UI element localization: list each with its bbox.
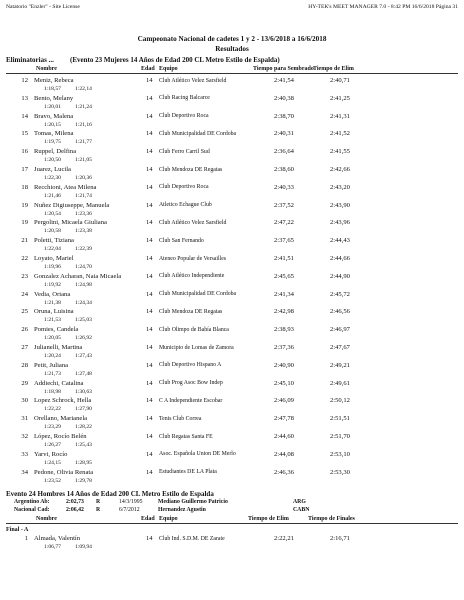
- split-2: 1:29,78: [75, 477, 92, 484]
- split-1: 1:23,52: [44, 477, 61, 484]
- team: Atletico Echague Club: [159, 202, 212, 209]
- team: Club Ferro Carril Sud: [159, 148, 210, 155]
- place: 14: [21, 112, 28, 120]
- age: 14: [146, 361, 153, 369]
- split-1: 1:21,38: [44, 299, 61, 306]
- team: Club Deportivo Roca: [159, 113, 209, 120]
- place: 33: [21, 450, 28, 458]
- record-label: Nacional Cad:: [14, 507, 50, 513]
- team: Club San Fernando: [159, 237, 204, 244]
- table-row: [0, 470, 464, 488]
- table-row: [0, 416, 464, 434]
- age: 14: [146, 326, 153, 334]
- final-a-label: Final - A: [6, 527, 29, 533]
- col-age: Edad: [141, 66, 155, 72]
- split-1: 1:20,05: [44, 335, 61, 342]
- event-23-title: (Evento 23 Mujeres 14 Años de Edad 200 CL Metro Estilo de Espalda): [70, 56, 280, 64]
- place: 32: [21, 433, 28, 440]
- table-row: [0, 452, 464, 470]
- split-1: 1:23,29: [44, 424, 61, 431]
- team: Club Deportivo Hispano A: [159, 362, 222, 369]
- split-2: 1:28,22: [75, 424, 92, 431]
- seed-time: 2:47,78: [274, 415, 294, 423]
- table-row: [0, 309, 464, 327]
- record-code: CABN: [293, 507, 310, 513]
- results-subtitle: Resultados: [215, 45, 249, 53]
- meet-manager-header: HY-TEK's MEET MANAGER 7.0 - 8:42 PM 16/6/2018 Página 31: [308, 4, 458, 10]
- swimmer-name: Lopez Schrock, Hella: [34, 397, 92, 405]
- result-time: 2:46,97: [330, 326, 350, 334]
- section-label: Eliminatorias ...: [6, 56, 54, 64]
- result-time: 2:44,43: [330, 237, 350, 245]
- place: 17: [21, 166, 28, 173]
- team: Club Mendoza DE Regatas: [159, 308, 223, 315]
- result-time: 2:53,30: [330, 468, 350, 476]
- seed-time: 2:44,60: [274, 433, 294, 440]
- seed-time: 2:38,70: [274, 112, 294, 120]
- table-row: [0, 434, 464, 452]
- place: 12: [21, 77, 28, 84]
- swimmer-name: Ruppel, Delfina: [34, 148, 77, 156]
- table-row: [0, 96, 464, 114]
- header-rule: [6, 73, 458, 74]
- seed-time: 2:44,08: [274, 450, 294, 458]
- age: 14: [146, 450, 153, 458]
- table-row: [0, 167, 464, 185]
- result-time: 2:42,66: [330, 166, 350, 173]
- age: 14: [146, 183, 153, 191]
- team: Estudiantes DE LA Plata: [159, 469, 217, 476]
- team: Club Municipalidad DE Cordoba: [159, 291, 237, 298]
- place: 18: [21, 183, 28, 191]
- record-date: 14/3/1995: [119, 499, 143, 505]
- place: 13: [21, 94, 28, 102]
- split-1: 1:24,15: [44, 459, 61, 466]
- team: Ateneo Popular de Versailles: [159, 255, 227, 262]
- result-time: 2:43,90: [330, 201, 350, 209]
- team: Club Regatas Santa FE: [159, 433, 213, 440]
- seed-time: 2:40,90: [274, 361, 294, 369]
- age: 14: [146, 166, 153, 173]
- record-time: 2:02,73: [66, 499, 84, 505]
- seed-time: 2:46,36: [274, 468, 294, 476]
- split-1: 1:26,27: [44, 442, 61, 448]
- seed-time: 2:38,93: [274, 326, 294, 334]
- split-1: 1:18,57: [44, 86, 61, 92]
- age: 14: [146, 148, 153, 156]
- place: 23: [21, 272, 28, 280]
- swimmer-name: Julianelli, Martina: [34, 344, 83, 351]
- place: 19: [21, 219, 28, 227]
- table-row: [0, 274, 464, 292]
- split-1: 1:20,24: [44, 353, 61, 359]
- split-1: 1:20,50: [44, 157, 61, 164]
- age: 14: [146, 397, 153, 405]
- swimmer-name: Recchioni, Atea Milena: [34, 183, 97, 191]
- swimmer-name: Pedone, Olivia Renata: [34, 468, 94, 476]
- split-1: 1:21,53: [44, 317, 61, 324]
- result-time: 2:49,61: [330, 379, 350, 387]
- swimmer-name: Addiechi, Catalina: [34, 379, 84, 387]
- split-1: 1:18,98: [44, 388, 61, 395]
- age: 14: [146, 77, 153, 84]
- age: 14: [146, 308, 153, 316]
- col-age: Edad: [141, 516, 155, 522]
- swimmer-name: Orellano, Marianela: [34, 415, 88, 423]
- place: 25: [21, 308, 28, 316]
- swimmer-name: Vedia, Oriana: [34, 290, 71, 298]
- result-time: 2:46,56: [330, 308, 350, 316]
- age: 14: [146, 468, 153, 476]
- split-2: 1:21,16: [75, 121, 92, 128]
- split-2: 1:24,98: [75, 281, 92, 288]
- seed-time: 2:37,36: [274, 344, 294, 351]
- swimmer-name: Bento, Melany: [34, 94, 74, 102]
- col-name: Nombre: [36, 66, 57, 72]
- result-time: 2:53,10: [330, 450, 350, 458]
- place: 19: [21, 201, 28, 209]
- split-1: 1:20,01: [44, 103, 61, 110]
- split-1: 1:22,22: [44, 406, 61, 413]
- split-2: 1:22,14: [75, 86, 92, 92]
- split-1: 1:21,73: [44, 370, 61, 377]
- seed-time: 2:41,54: [274, 77, 294, 84]
- age: 14: [146, 535, 153, 542]
- seed-time: 2:37,52: [274, 201, 294, 209]
- swimmer-name: Petit, Juliana: [34, 361, 69, 369]
- split-1: 1:22,04: [44, 246, 61, 253]
- team: Club Racing Balcarce: [159, 95, 210, 102]
- seed-time: 2:40,38: [274, 94, 294, 102]
- swimmer-name: Meniz, Rebeca: [34, 77, 74, 84]
- col-final-time: Tiempo de Finales: [308, 516, 355, 522]
- result-time: 2:44,66: [330, 255, 350, 262]
- split-2: 1:09,94: [75, 544, 92, 550]
- age: 14: [146, 255, 153, 262]
- table-row: [0, 327, 464, 345]
- swimmer-name: Yarvi, Rocío: [34, 450, 68, 458]
- team: Municipio de Lomas de Zamora: [159, 344, 234, 351]
- place: 26: [21, 326, 28, 334]
- split-2: 1:20,36: [75, 175, 92, 181]
- seed-time: 2:40,31: [274, 130, 294, 138]
- swimmer-name: Gonzalez Acharan, Naia Micaela: [34, 272, 122, 280]
- place: 30: [21, 397, 28, 405]
- table-row: [0, 78, 464, 96]
- split-1: 1:20,54: [44, 210, 61, 217]
- seed-time: 2:45,65: [274, 272, 294, 280]
- split-2: 1:26,92: [75, 335, 92, 342]
- age: 14: [146, 433, 153, 440]
- swimmer-name: Bravo, Malena: [34, 112, 74, 120]
- age: 14: [146, 290, 153, 298]
- split-2: 1:21,74: [75, 192, 92, 199]
- split-2: 1:23,36: [75, 210, 92, 217]
- place: 27: [21, 344, 28, 351]
- table-row: [0, 256, 464, 274]
- age: 14: [146, 94, 153, 102]
- table-row: [0, 149, 464, 167]
- age: 14: [146, 112, 153, 120]
- site-license-header: Natatorio "Enzler" - Site License: [6, 4, 80, 10]
- col-team: Equipo: [159, 516, 178, 522]
- age: 14: [146, 201, 153, 209]
- record-date: 6/7/2012: [119, 507, 140, 513]
- seed-time: 2:22,21: [274, 535, 294, 542]
- age: 14: [146, 130, 153, 138]
- split-1: 1:20,15: [44, 121, 61, 128]
- team: C A Independiente Escobar: [159, 397, 223, 404]
- record-label: Argentino Ab:: [14, 499, 50, 505]
- team: Club Atlético Velez Sarsfield: [159, 77, 227, 84]
- split-1: 1:22,30: [44, 175, 61, 181]
- record-holder: Hernandez Agustin: [158, 507, 206, 513]
- split-2: 1:27,90: [75, 406, 92, 413]
- swimmer-name: Pergolini, Micaela Giuliana: [34, 219, 107, 227]
- team: Club Prog Asoc Bow Indep: [159, 380, 223, 387]
- table-row: [0, 220, 464, 238]
- place: 22: [21, 255, 28, 262]
- team: Club Deportivo Roca: [159, 184, 209, 191]
- table-row: [0, 203, 464, 221]
- seed-time: 2:45,10: [274, 379, 294, 387]
- result-time: 2:51,70: [330, 433, 350, 440]
- table-row: [0, 345, 464, 363]
- record-holder: Mediano Guillermo Patricio: [158, 499, 228, 505]
- team: Club Ind. S.D.M. DE Zarate: [159, 535, 225, 542]
- table-row: [0, 114, 464, 132]
- table-row: [0, 185, 464, 203]
- place: 1: [24, 535, 28, 542]
- swimmer-name: Pomies, Candela: [34, 326, 79, 334]
- seed-time: 2:41,51: [274, 255, 294, 262]
- place: 29: [21, 379, 28, 387]
- swimmer-name: Nuñez Digiuseppe, Manuela: [34, 201, 110, 209]
- split-1: 1:06,77: [44, 544, 61, 550]
- swimmer-name: Loyato, Mariel: [34, 255, 74, 262]
- table-row: [0, 381, 464, 399]
- result-time: 2:44,90: [330, 272, 350, 280]
- split-2: 1:23,38: [75, 228, 92, 235]
- seed-time: 2:37,65: [274, 237, 294, 245]
- age: 14: [146, 415, 153, 423]
- result-time: 2:47,67: [330, 344, 350, 351]
- result-time: 2:40,71: [330, 77, 350, 84]
- result-time: 2:41,31: [330, 112, 350, 120]
- table-row: [0, 363, 464, 381]
- result-time: 2:49,21: [330, 361, 350, 369]
- place: 31: [21, 415, 28, 423]
- record-code: ARG: [293, 499, 306, 505]
- seed-time: 2:42,98: [274, 308, 294, 316]
- col-elim-time: Tiempo de Elim: [313, 66, 354, 72]
- team: Club Mendoza DE Regatas: [159, 166, 223, 173]
- split-1: 1:21,46: [44, 192, 61, 199]
- split-2: 1:28,95: [75, 459, 92, 466]
- table-row: [0, 398, 464, 416]
- split-1: 1:19,75: [44, 139, 61, 146]
- split-2: 1:24,34: [75, 299, 92, 306]
- table-row: [0, 131, 464, 149]
- split-2: 1:21,24: [75, 103, 92, 110]
- place: 21: [21, 237, 28, 245]
- meet-title: Campeonato Nacional de cadetes 1 y 2 - 13/6/2018 a 16/6/2018: [137, 35, 327, 43]
- record-flag: R: [96, 507, 101, 513]
- record-flag: R: [96, 499, 101, 505]
- swimmer-name: López, Rocío Belén: [34, 433, 87, 440]
- seed-time: 2:47,22: [274, 219, 294, 227]
- split-1: 1:20,58: [44, 228, 61, 235]
- split-2: 1:27,48: [75, 370, 92, 377]
- result-time: 2:16,71: [330, 535, 350, 542]
- place: 28: [21, 361, 28, 369]
- split-2: 1:21,77: [75, 139, 92, 146]
- col-seed-time: Tiempo para Sembrado: [253, 66, 314, 72]
- team: Tenis Club Correa: [159, 415, 202, 422]
- split-2: 1:25,03: [75, 317, 92, 324]
- result-time: 2:43,96: [330, 219, 350, 227]
- swimmer-name: Juarez, Lucila: [34, 166, 71, 173]
- result-time: 2:50,12: [330, 397, 350, 405]
- place: 34: [21, 468, 28, 476]
- seed-time: 2:46,09: [274, 397, 294, 405]
- split-2: 1:21,05: [75, 157, 92, 164]
- split-2: 1:22,39: [75, 246, 92, 253]
- col-elim-time: Tiempo de Elim: [248, 516, 289, 522]
- age: 14: [146, 344, 153, 351]
- swimmer-name: Oruna, Luisina: [34, 308, 74, 316]
- split-2: 1:27,43: [75, 353, 92, 359]
- age: 14: [146, 237, 153, 245]
- split-2: 1:24,70: [75, 264, 92, 270]
- split-2: 1:30,63: [75, 388, 92, 395]
- split-2: 1:25,43: [75, 442, 92, 448]
- table-row: [0, 238, 464, 256]
- record-time: 2:06,42: [66, 507, 84, 513]
- result-time: 2:51,51: [330, 415, 350, 423]
- result-time: 2:45,72: [330, 290, 350, 298]
- place: 16: [21, 148, 28, 156]
- split-1: 1:19,92: [44, 281, 61, 288]
- result-time: 2:43,20: [330, 183, 350, 191]
- place: 15: [21, 130, 28, 138]
- seed-time: 2:38,60: [274, 166, 294, 173]
- col-team: Equipo: [159, 66, 178, 72]
- event-24-title: Evento 24 Hombres 14 Años de Edad 200 CL Metro Estilo de Espalda: [6, 490, 214, 498]
- table-row: [0, 536, 464, 554]
- team: Club Municipalidad DE Cordoba: [159, 130, 237, 137]
- team: Club Atlético Independiente: [159, 273, 225, 280]
- split-1: 1:19,96: [44, 264, 61, 270]
- swimmer-name: Almada, Valentín: [34, 535, 81, 542]
- age: 14: [146, 219, 153, 227]
- swimmer-name: Poletti, Tiziana: [34, 237, 74, 245]
- seed-time: 2:40,33: [274, 183, 294, 191]
- col-name: Nombre: [36, 516, 57, 522]
- swimmer-name: Tomas, Milena: [34, 130, 74, 138]
- age: 14: [146, 272, 153, 280]
- seed-time: 2:41,34: [274, 290, 294, 298]
- result-time: 2:41,25: [330, 94, 350, 102]
- team: Asoc. Española Union DE Merlo: [159, 451, 236, 458]
- team: Club Atlético Velez Sarsfield: [159, 219, 227, 226]
- table-row: [0, 292, 464, 310]
- place: 24: [21, 290, 28, 298]
- age: 14: [146, 379, 153, 387]
- seed-time: 2:36,64: [274, 148, 294, 156]
- team: Club Olimpo de Bahía Blanca: [159, 326, 229, 333]
- result-time: 2:41,55: [330, 148, 350, 156]
- header-rule: [6, 523, 458, 524]
- result-time: 2:41,52: [330, 130, 350, 138]
